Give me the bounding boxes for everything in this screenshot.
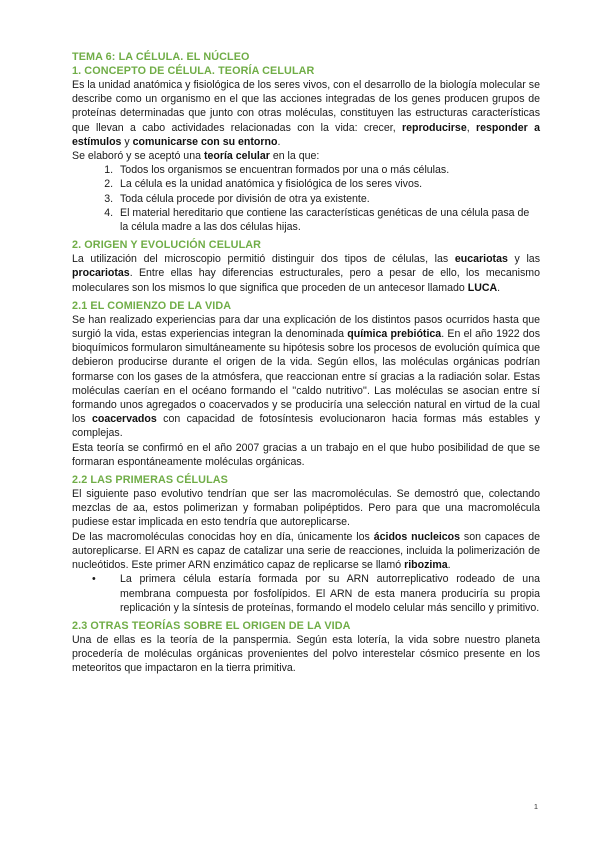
text-run: . <box>497 281 501 294</box>
text-run: . <box>277 135 281 148</box>
text-run: , <box>466 121 476 134</box>
section-2-2-heading: 2.2 LAS PRIMERAS CÉLULAS <box>72 474 228 487</box>
bold-term: ribozima <box>404 559 448 572</box>
text-run: en la que: <box>269 150 320 163</box>
bold-term: comunicarse con su entorno <box>132 135 278 148</box>
text-run: Se elaboró y se aceptó una <box>72 150 204 163</box>
list-item: 3. Toda célula procede por división de otra ya existente. <box>116 192 540 206</box>
page-number: 1 <box>533 802 538 811</box>
list-item: 2. La célula es la unidad anatómica y fisiológica de los seres vivos. <box>116 177 540 191</box>
first-cell-bullet-list <box>72 572 540 615</box>
document-title: TEMA 6: LA CÉLULA. EL NÚCLEO <box>72 51 250 63</box>
section-2-3-heading: 2.3 OTRAS TEORÍAS SOBRE EL ORIGEN DE LA VIDA <box>72 619 351 632</box>
section-2-2-paragraph-1: El siguiente paso evolutivo tendrían que ser las macromoléculas. Se demostró que, colectando mezclas de aa, estos polimerizan y formaban polipéptidos. Pero para que una macromolécula pudiese estar implicada en esto tendría que autoreplicarse. <box>72 488 540 529</box>
section-2-1-paragraph-1 <box>72 313 540 441</box>
text-run: . <box>447 559 451 572</box>
text-run: . Entre ellas hay diferencias estructurales, pero a pesar de ello, los mecanismo moleculares son los mismos lo que significa que proceden de un antecesor llamado <box>72 267 540 294</box>
text-run: son capaces de autoreplicarse. El ARN es capaz de catalizar una serie de reacciones, incluida la polimerización de nucleótidos. Este primer ARN enzimático capaz de replicarse se llamó <box>72 530 541 572</box>
text-run: La utilización del microscopio permitió distinguir dos tipos de células, las <box>72 253 455 266</box>
text-run: y <box>121 135 133 148</box>
text-run: y las <box>507 253 540 266</box>
text-run: De las macromoléculas conocidas hoy en día, únicamente los <box>72 530 374 543</box>
bullet-icon: • <box>92 573 96 586</box>
text-run: . En el año 1922 dos bioquímicos formularon simultáneamente su hipótesis sobre los procesos de evolución química que debieron producirse durante el origen de la vida. Según ellos, las moléculas orgánicas podrían formarse con los gases de la atmósfera, que reaccionan entre sí gracias a la radiación solar. Estas moléculas caerían en el océano formando el ''caldo nutritivo''. Las moléculas se asocian entre sí formando unos agregados o coacervados y se produciría una selección natural en virtud de la cual los <box>72 328 540 426</box>
document-body <box>72 50 540 676</box>
text-run: con capacidad de fotosíntesis evolucionaron hacia formas más estables y complejas. <box>72 413 540 440</box>
list-item: 1. Todos los organismos se encuentran formados por una o más células. <box>116 163 540 177</box>
bold-term: coacervados <box>91 413 157 426</box>
section-1-heading: 1. CONCEPTO DE CÉLULA. TEORÍA CELULAR <box>72 65 315 77</box>
text-run: Se han realizado experiencias para dar una explicación de los distintos pasos ocurridos hasta que surgió la vida, estas experiencias integran la denominada <box>72 313 540 341</box>
section-2-1-paragraph-2: Esta teoría se confirmó en el año 2007 gracias a un trabajo en el que hubo posibilidad de que se formaran espontáneamente moléculas orgánicas. <box>72 441 540 468</box>
cell-theory-list <box>72 163 540 234</box>
list-item: 4. El material hereditario que contiene las características genéticas de una célula pasa de la célula madre a las dos células hijas. <box>116 206 540 234</box>
bold-term: reproducirse <box>401 121 467 134</box>
section-2-1-heading: 2.1 EL COMIENZO DE LA VIDA <box>72 299 232 312</box>
section-2-3-paragraph: Una de ellas es la teoría de la panspermia. Según esta lotería, la vida sobre nuestro planeta procedería de moléculas orgánicas provenientes del polvo interestelar cósmico presente en los meteoritos que impactaron en la tierra primitiva. <box>72 633 540 675</box>
section-2-heading: 2. ORIGEN Y EVOLUCIÓN CELULAR <box>72 239 262 252</box>
bold-term: ácidos nucleicos <box>373 530 461 543</box>
bold-term: química prebiótica <box>347 328 442 341</box>
section-1-paragraph-2 <box>72 149 540 163</box>
section-1-paragraph-1 <box>72 78 540 149</box>
bold-term: LUCA <box>467 281 498 294</box>
text-run: Es la unidad anatómica y fisiológica de los seres vivos, con el desarrollo de la biología molecular se describe como un organismo en el que las acciones integradas de los genes producen grupos de proteínas determinadas que junto con otras moléculas, constituyen las estructuras características que llevan a cabo actividades relacionadas con la vida: crecer, <box>72 79 540 134</box>
bold-term: responder a estímulos <box>72 121 540 148</box>
list-item <box>92 572 540 615</box>
section-2-paragraph <box>72 252 540 295</box>
bold-term: teoría celular <box>203 150 270 163</box>
bold-term: eucariotas <box>454 253 508 266</box>
bold-term: procariotas <box>72 267 130 280</box>
text-run: La primera célula estaría formada por su ARN autorreplicativo rodeado de una membrana compuesta por fosfolípidos. El ARN de esta manera produciría su propia replicación y la síntesis de proteínas, formando el modelo celular más sencillo y primitivo. <box>120 573 540 614</box>
section-2-2-paragraph-2 <box>72 530 540 573</box>
